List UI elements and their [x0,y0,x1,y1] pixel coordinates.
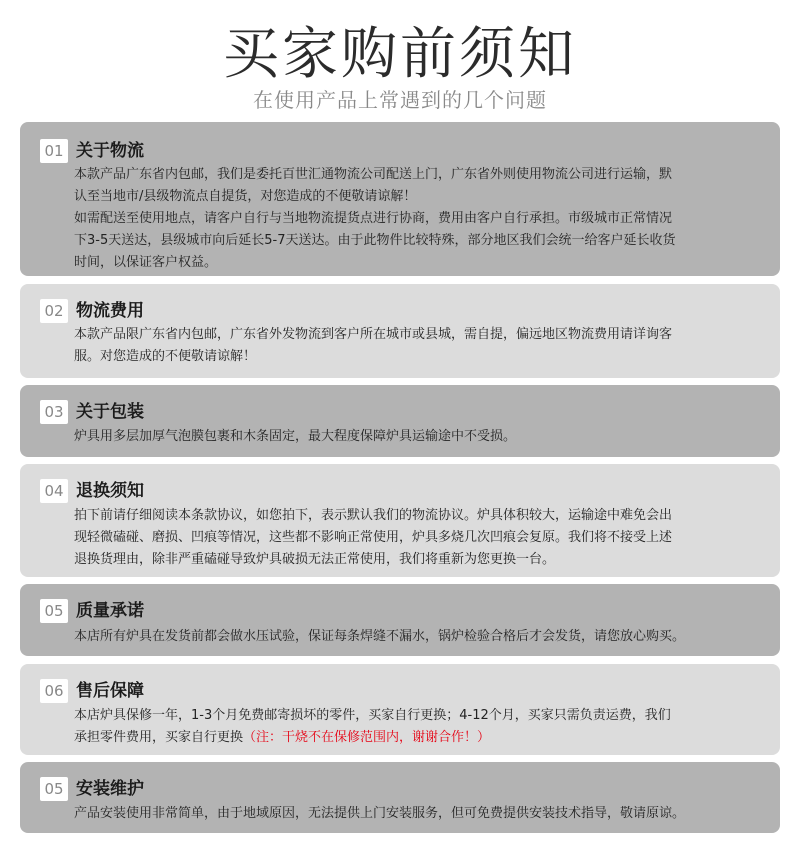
section-body [74,505,764,571]
section-body [74,626,764,648]
section-body [74,803,764,825]
section-number: 05 [40,777,68,801]
section-number: 04 [40,479,68,503]
section-quality [20,584,780,656]
body-line: 本款产品广东省内包邮，我们是委托百世汇通物流公司配送上门，广东省外则使用物流公司进行运输，默 [74,167,673,182]
section-logistics [20,122,780,276]
body-line: 认至当地市/县级物流点自提货，对您造成的不便敬请谅解！ [74,189,417,204]
body-line: 拍下前请仔细阅读本条款协议，如您拍下，表示默认我们的物流协议。炉具体积较大，运输途中难免会出 [74,508,673,523]
body-line: 炉具用多层加厚气泡膜包裹和木条固定，最大程度保障炉具运输途中不受损。 [74,429,517,444]
body-line: 本店所有炉具在发货前都会做水压试验，保证每条焊缝不漏水，锅炉检验合格后才会发货，请您放心购买。 [74,629,686,644]
section-title: 关于物流 [76,141,144,161]
body-line [74,727,764,749]
section-number: 03 [40,400,68,424]
section-after-sales [20,664,780,755]
section-title: 物流费用 [76,301,144,321]
page-header [0,0,800,118]
section-title: 安装维护 [76,779,144,799]
section-body [74,705,764,749]
body-text: 承担零件费用，买家自行更换 [74,730,244,745]
body-line: 退换货理由，除非严重磕碰导致炉具破损无法正常使用，我们将重新为您更换一台。 [74,552,556,567]
section-number: 01 [40,139,68,163]
section-returns [20,464,780,577]
section-number: 05 [40,599,68,623]
section-title: 质量承诺 [76,601,144,621]
body-line: 如需配送至使用地点，请客户自行与当地物流提货点进行协商，费用由客户自行承担。市级城市正常情况 [74,211,673,226]
body-line: 下3-5天送达，县级城市向后延长5-7天送达。由于此物件比较特殊，部分地区我们会统一给客户延长收货 [74,233,676,248]
body-line: 时间，以保证客户权益。 [74,255,218,270]
section-title: 关于包装 [76,402,144,422]
section-title: 售后保障 [76,681,144,701]
section-shipping-fee [20,284,780,378]
section-packaging [20,385,780,457]
section-number: 06 [40,679,68,703]
body-line: 本款产品限广东省内包邮，广东省外发物流到客户所在城市或县城，需自提，偏远地区物流费用请详询客 [74,327,673,342]
page-subtitle: 在使用产品上常遇到的几个问题 [253,88,547,112]
warranty-note: （注：干烧不在保修范围内，谢谢合作！） [243,730,491,745]
page-title: 买家购前须知 [223,22,577,87]
body-line: 服。对您造成的不便敬请谅解！ [74,349,257,364]
section-installation [20,762,780,833]
section-body [74,426,764,448]
section-body [74,324,764,368]
section-title: 退换须知 [76,481,144,501]
section-body [74,164,764,274]
section-number: 02 [40,299,68,323]
body-line: 现轻微磕碰、磨损、凹痕等情况，这些都不影响正常使用，炉具多烧几次凹痕会复原。我们将不接受上述 [74,530,673,545]
body-line: 本店炉具保修一年，1-3个月免费邮寄损坏的零件，买家自行更换；4-12个月，买家只需负责运费，我们 [74,708,671,723]
body-line: 产品安装使用非常简单，由于地域原因，无法提供上门安装服务，但可免费提供安装技术指导，敬请原谅。 [74,806,686,821]
